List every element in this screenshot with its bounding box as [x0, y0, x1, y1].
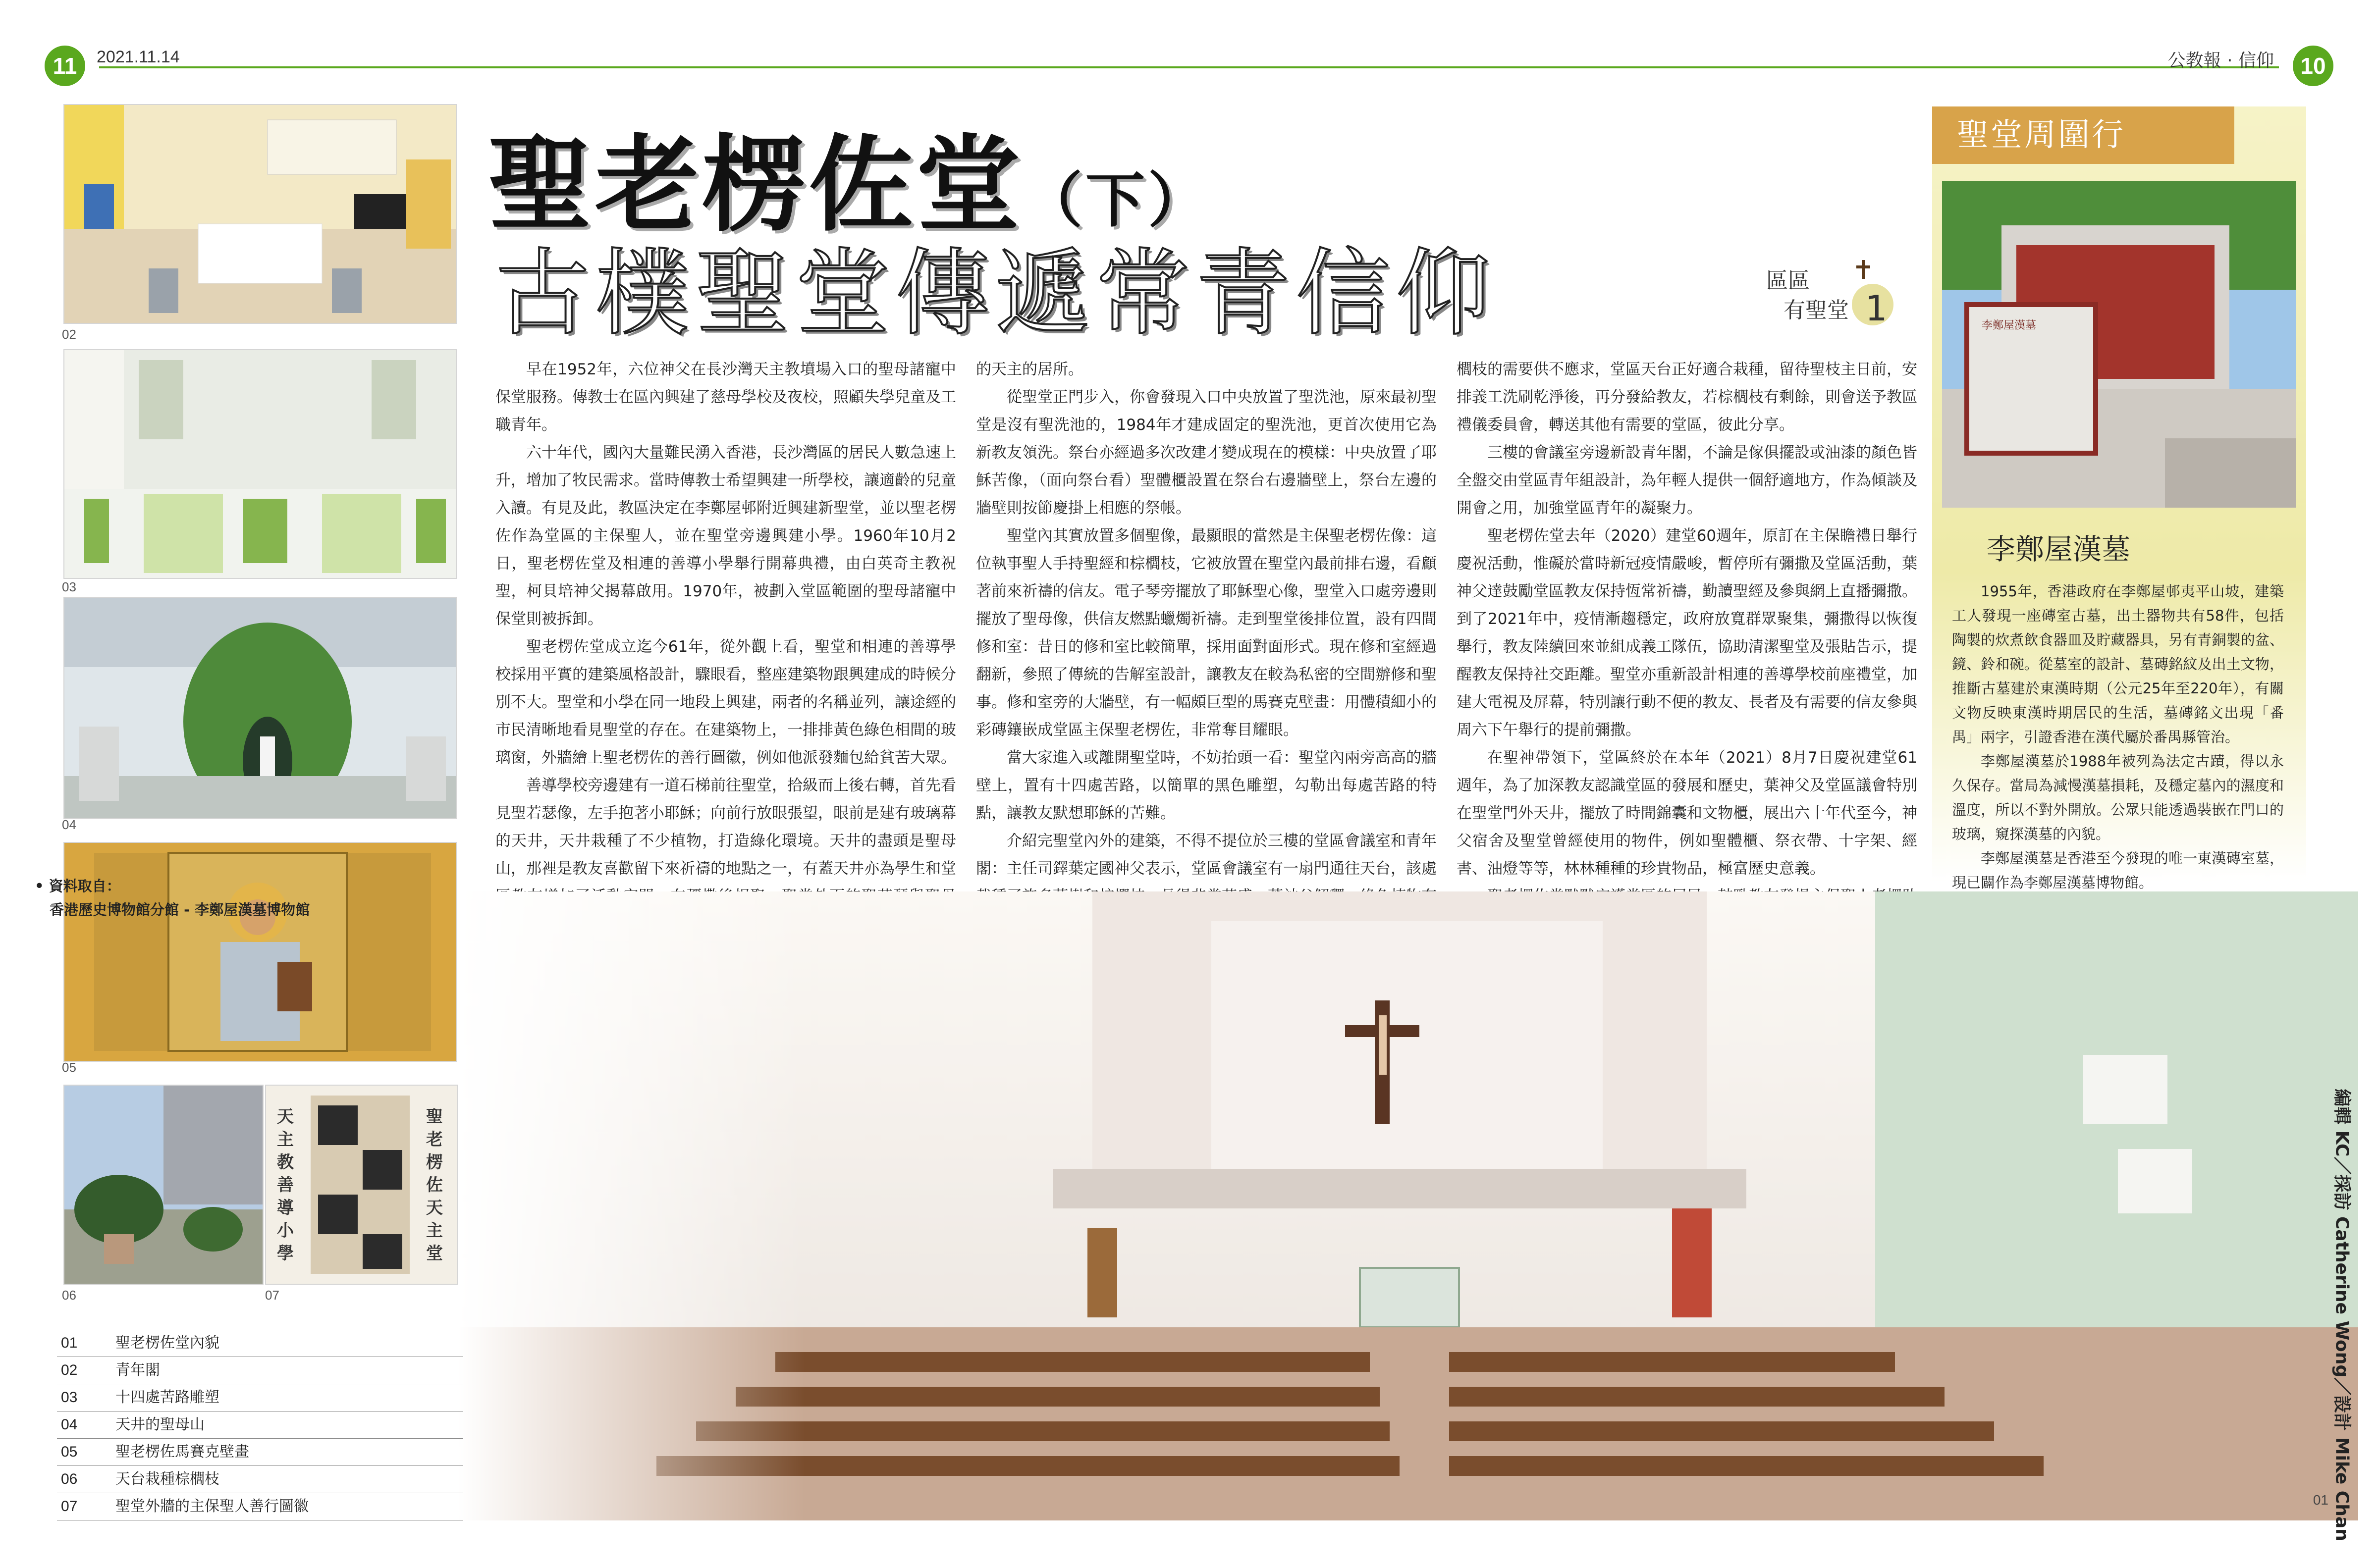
- tomb-sign-text: 李鄭屋漢墓: [1982, 319, 2037, 332]
- article-column-2: [976, 356, 1437, 938]
- sidebar-heading: 聖堂周圍行: [1932, 106, 2234, 164]
- credits: [2324, 1089, 2363, 1541]
- caption-number: 03: [61, 1389, 78, 1406]
- article-paragraph: 當大家進入或離開聖堂時，不妨抬頭一看：聖堂內兩旁高高的牆壁上，置有十四處苦路，以簡單的黑色雕塑，勾勒出每處苦路的特點，讓教友默想耶穌的苦難。: [976, 749, 1437, 822]
- article-paragraph: 的天主的居所。: [976, 361, 1083, 378]
- series-logo-number: 1: [1865, 288, 1888, 329]
- photo-youth-room: [63, 104, 457, 324]
- article-paragraph: 櫚枝的需要供不應求，堂區天台正好適合栽種，留待聖枝主日前，安排義工洗刷乾淨後，再分發給教友，若棕櫚枝有剩餘，則會送予教區禮儀委員會，轉送其他有需要的堂區，彼此分享。: [1457, 361, 1917, 434]
- source-value: 香港歷史博物館分館 - 李鄭屋漢墓博物館: [50, 901, 310, 918]
- article-column-1: [495, 356, 956, 938]
- caption-row: [57, 1466, 463, 1493]
- caption-number: 01: [61, 1335, 78, 1351]
- caption-row: [57, 1384, 463, 1411]
- caption-number: 07: [61, 1498, 78, 1515]
- caption-number: 04: [61, 1416, 78, 1433]
- photo-number: 03: [62, 579, 76, 594]
- sidebar-paragraph: 李鄭屋漢墓是香港至今發現的唯一東漢磚室墓，現已闢作為李鄭屋漢墓博物館。: [1952, 850, 2284, 891]
- header-rule: [99, 66, 2279, 68]
- caption-row: [57, 1357, 463, 1384]
- photo-number: 06: [62, 1288, 76, 1303]
- photo-number: 02: [62, 327, 76, 342]
- caption-number: 02: [61, 1362, 78, 1378]
- photo-rooftop-palms: [63, 1085, 264, 1285]
- article-paragraph: 從聖堂正門步入，你會發現入口中央放置了聖洗池，原來最初聖堂是沒有聖洗池的，1984年才建成固定的聖洗池，更首次使用它為新教友領洗。祭台亦經過多次改建才變成現在的模樣：中央放置了耶穌苦像，（面向祭台看）聖體櫃設置在祭台右邊牆壁上，祭台左邊的牆壁則按節慶掛上相應的祭帳。: [976, 388, 1437, 517]
- photo-number: 01: [2313, 1492, 2328, 1508]
- caption-row: [57, 1493, 463, 1520]
- article-paragraph: 聖老楞佐堂去年（2020）建堂60週年，原訂在主保瞻禮日舉行慶祝活動，惟礙於當時新冠疫情嚴峻，暫停所有彌撒及堂區活動，葉神父達鼓勵堂區教友保持恆常祈禱，勤讀聖經及參與網上直播彌撒。到了2021年中，疫情漸趨穩定，政府放寬群眾聚集，彌撒得以恢復舉行，教友陸續回來並組成義工隊伍，協助清潔聖堂及張貼告示，提醒教友保持社交距離。聖堂亦重新設計相連的善導學校前座禮堂，加建大電視及屏幕，特別讓行動不便的教友、長者及有需要的信友參與周六下午舉行的提前彌撒。: [1457, 527, 1917, 739]
- main-title-suffix: （下）: [1023, 165, 1211, 235]
- photo-stations-of-cross: [63, 349, 457, 579]
- subtitle: 古樸聖堂傳遞常青信仰: [495, 239, 1497, 348]
- church-sign-text: 聖老楞佐天主堂: [426, 1107, 443, 1263]
- credits-text: 編輯 KC／採訪 Catherine Wong／設計 Mike Chan: [2331, 1089, 2352, 1541]
- sidebar-source: [35, 874, 310, 922]
- caption-text: 天井的聖母山: [115, 1416, 205, 1433]
- sidebar-paragraph: 李鄭屋漢墓於1988年被列為法定古蹟，得以永久保存。當局為減慢漢墓損耗，及穩定墓內的濕度和溫度，所以不對外開放。公眾只能透過裝嵌在門口的玻璃，窺探漢墓的內貌。: [1952, 753, 2284, 842]
- photo-school-sign: [265, 1085, 458, 1285]
- series-logo-line2: 有聖堂: [1784, 298, 1849, 323]
- sidebar-box: [1932, 106, 2306, 891]
- source-label: 資料取自：: [49, 878, 121, 894]
- caption-row: [57, 1330, 463, 1357]
- photo-number: 07: [265, 1288, 279, 1303]
- photo-church-interior: [458, 891, 2358, 1520]
- caption-text: 青年閣: [115, 1361, 160, 1379]
- page-number-right: 10: [2293, 46, 2333, 86]
- bullet-icon: •: [35, 878, 49, 894]
- article-paragraph: 六十年代，國內大量難民湧入香港，長沙灣區的居民人數急速上升，增加了牧民需求。當時傳教士希望興建一所學校，讓適齡的兒童入讀。有見及此，教區決定在李鄭屋邨附近興建新聖堂，並以聖老楞佐作為堂區的主保聖人，並在聖堂旁邊興建小學。1960年10月2日，聖老楞佐堂及相連的善導小學舉行開幕典禮，由白英奇主教祝聖，柯貝培神父揭幕啟用。1970年，被劃入堂區範圍的聖母諸寵中保堂則被拆卸。: [495, 444, 956, 628]
- photo-captions: [57, 1330, 463, 1520]
- section-label: 公教報 · 信仰: [2167, 51, 2274, 71]
- caption-number: 06: [61, 1471, 78, 1487]
- series-logo-line1: 區區: [1766, 268, 1810, 293]
- photo-han-tomb: [1942, 181, 2296, 508]
- caption-row: [57, 1439, 463, 1466]
- caption-text: 聖堂外牆的主保聖人善行圖徽: [115, 1498, 309, 1515]
- series-logo: [1764, 258, 1897, 332]
- caption-text: 聖老楞佐馬賽克壁畫: [115, 1443, 249, 1461]
- caption-text: 十四處苦路雕塑: [115, 1389, 219, 1406]
- article-paragraph: 早在1952年，六位神父在長沙灣天主教墳場入口的聖母諸寵中保堂服務。傳教士在區內興建了慈母學校及夜校，照顧失學兒童及工職青年。: [495, 361, 956, 434]
- article-paragraph: 聖堂內其實放置多個聖像，最顯眼的當然是主保聖老楞佐像：這位執事聖人手持聖經和棕櫚枝，它被放置在聖堂內最前排右邊，看顧著前來祈禱的信友。電子琴旁擺放了耶穌聖心像，聖堂入口處旁邊則擺放了聖母像，供信友燃點蠟燭祈禱。走到聖堂後排位置，設有四間修和室：昔日的修和室比較簡單，採用面對面形式。現在修和室經過翻新，參照了傳統的告解室設計，讓教友在較為私密的空間辦修和聖事。修和室旁的大牆壁，有一幅頗巨型的馬賽克壁畫：用體積細小的彩磚鑲嵌成堂區主保聖老楞佐，非常奪目耀眼。: [976, 527, 1437, 739]
- photo-number: 04: [62, 817, 76, 832]
- article-paragraph: 善導學校旁邊建有一道石梯前往聖堂，拾級而上後右轉，首先看見聖若瑟像，左手抱著小耶穌；向前行放眼張望，眼前是建有玻璃幕的天井，天井栽種了不少植物，打造綠化環境。天井的盡頭是聖母山，那裡是教友喜歡留下來祈禱的地點之一，有蓋天井亦為學生和堂: [495, 777, 956, 878]
- school-sign-text: 天主教善導小學: [277, 1107, 294, 1263]
- page-number-left: 11: [45, 46, 85, 86]
- sidebar-paragraph: 1955年，香港政府在李鄭屋邨夷平山坡，建築工人發現一座磚室古墓，出土器物共有58件，包括陶製的炊煮飲食器皿及貯藏器具，另有青銅製的盆、鏡、鈴和碗。從墓室的設計、墓磚銘紋及出土文物，推斷古墓建於東漢時期（公元25年至220年），有關文物反映東漢時期居民的生活，墓磚銘文出現「番禺」兩字，引證香港在漢代屬於番禺縣管治。: [1952, 583, 2284, 745]
- article-paragraph: 在聖神帶領下，堂區終於在本年（2021）8月7日慶祝建堂61週年，為了加深教友認識堂區的發展和歷史，葉神父及堂區議會特別在聖堂門外天井，擺放了時間錦囊和文物櫃，展出六十年代至今，神父宿舍及聖堂曾經使用的物件，例如聖體櫃、祭衣帶、十字架、經書、油燈等等，林林種種的珍貴物品，極富歷史意義。: [1457, 749, 1917, 878]
- caption-text: 天台栽種棕櫚枝: [115, 1470, 219, 1488]
- article-column-3: [1457, 356, 1917, 938]
- issue-date: 2021.11.14: [97, 48, 180, 66]
- caption-number: 05: [61, 1444, 78, 1460]
- photo-grotto: [63, 597, 457, 819]
- article-paragraph: 聖老楞佐堂成立迄今61年，從外觀上看，聖堂和相連的善導學校採用平實的建築風格設計，驟眼看，整座建築物跟興建成的時候分別不大。聖堂和小學在同一地段上興建，兩者的名稱並列，讓途經的市民清晰地看見聖堂的存在。在建築物上，一排排黃色綠色相間的玻璃窗，外牆繪上聖老楞佐的善行圖徽，例如他派發麵包給貧苦大眾。: [495, 638, 956, 767]
- caption-row: [57, 1411, 463, 1439]
- article-paragraph: 三樓的會議室旁邊新設青年閣，不論是傢俱擺設或油漆的顏色皆全盤交由堂區青年組設計，為年輕人提供一個舒適地方，作為傾談及開會之用，加強堂區青年的凝聚力。: [1457, 444, 1917, 517]
- sidebar-text: [1952, 579, 2284, 895]
- caption-text: 聖老楞佐堂內貌: [115, 1334, 219, 1352]
- photo-number: 05: [62, 1060, 76, 1075]
- sidebar-title: 李鄭屋漢墓: [1987, 532, 2131, 566]
- main-title-text: 聖老楞佐堂: [488, 123, 1024, 246]
- article-paragraph: 介紹完聖堂內外的建築，不得不提位於三樓的堂區會議室和青年閣：主任司鐸葉定國神父表示，堂區會議室有一扇門通往天台，該處: [976, 832, 1437, 878]
